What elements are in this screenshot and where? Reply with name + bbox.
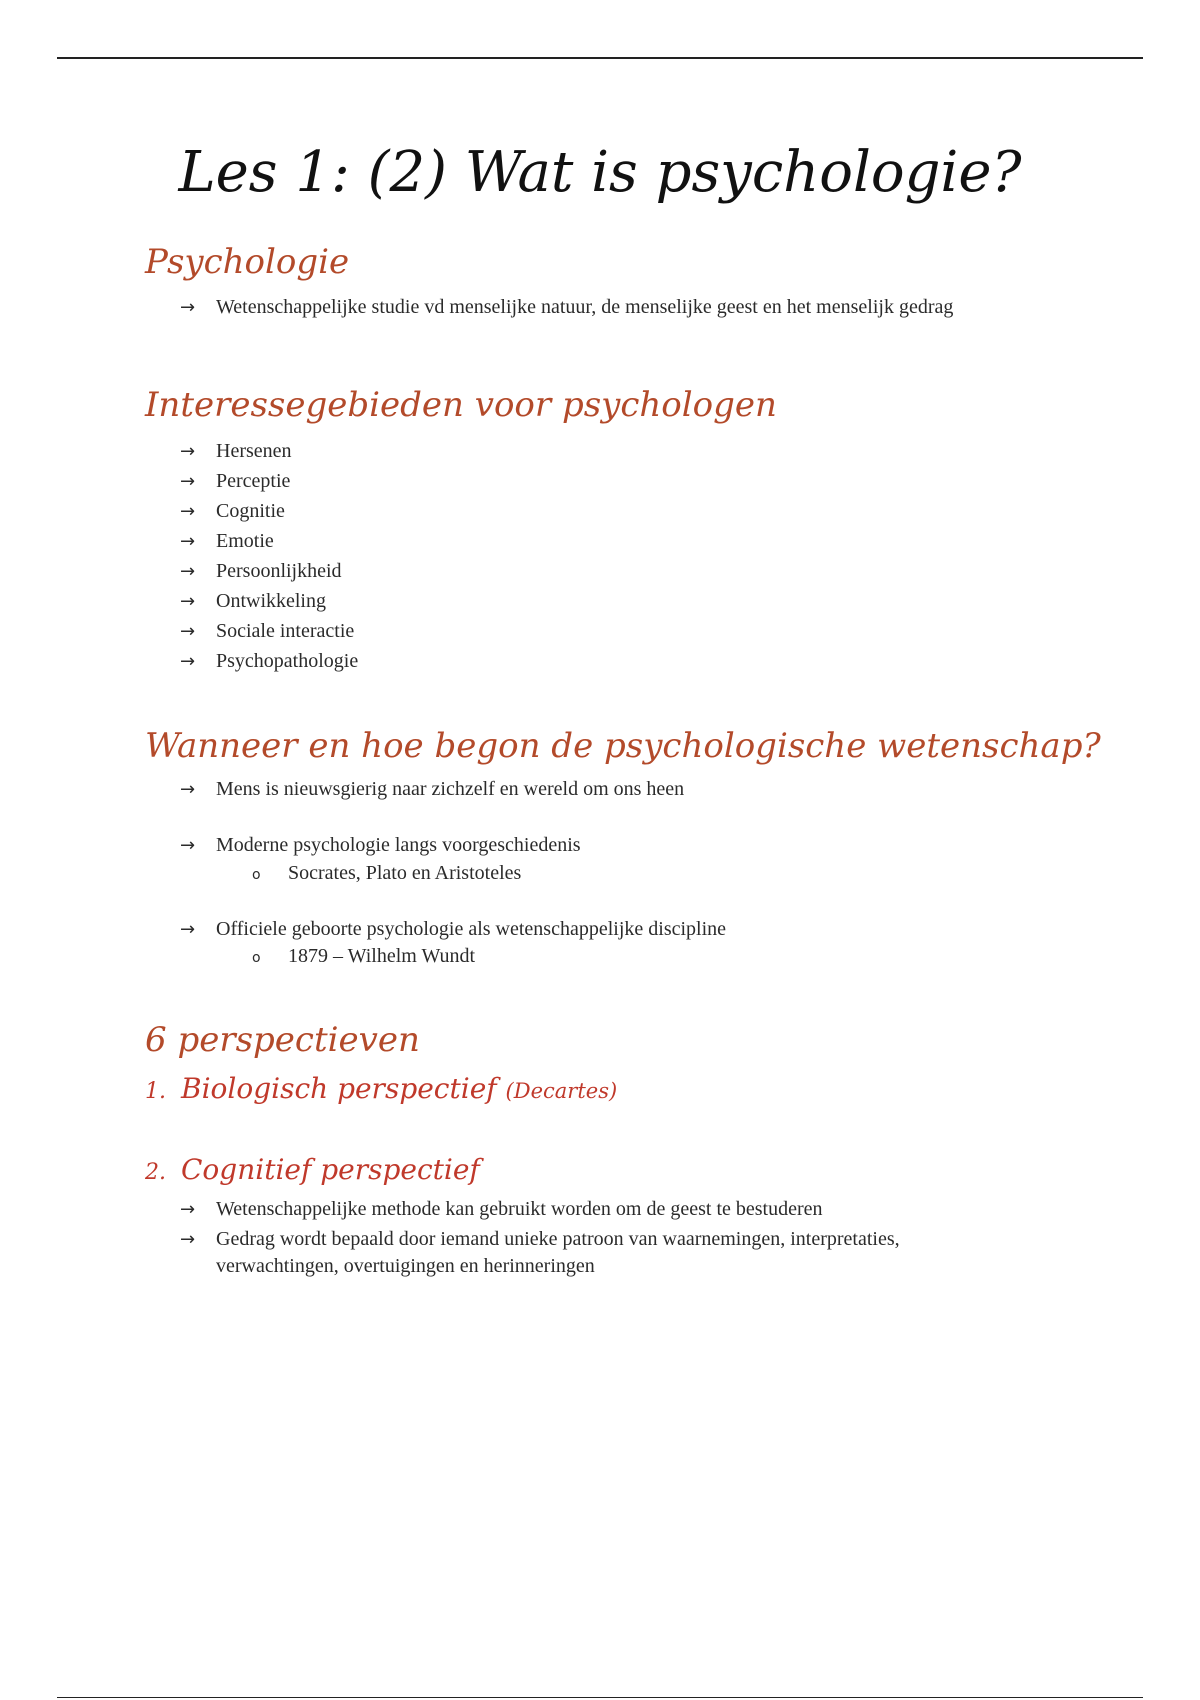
arrow-icon: → (180, 779, 196, 800)
page-title: Les 1: (2) Wat is psychologie? (178, 140, 1022, 205)
heading-psychologie: Psychologie (145, 242, 350, 282)
list-item: → Officiele geboorte psychologie als wetenschappelijke discipline (180, 916, 726, 943)
list-item: → Wetenschappelijke methode kan gebruikt worden om de geest te bestuderen (180, 1196, 823, 1223)
heading-interessegebieden: Interessegebieden voor psychologen (145, 385, 777, 425)
arrow-icon: → (180, 591, 196, 612)
circle-bullet-icon: o (252, 867, 261, 883)
arrow-icon: → (180, 651, 196, 672)
list-item: → Mens is nieuwsgierig naar zichzelf en wereld om ons heen (180, 776, 684, 803)
sub-list-item: o Socrates, Plato en Aristoteles (252, 860, 521, 889)
list-item: → Emotie (180, 528, 274, 555)
list-item: → Wetenschappelijke studie vd menselijke natuur, de menselijke geest en het menselijk gedrag (180, 294, 953, 321)
sub-list-item: o 1879 – Wilhelm Wundt (252, 943, 475, 972)
heading-wanneer: Wanneer en hoe begon de psychologische wetenschap? (145, 726, 1101, 766)
arrow-icon: → (180, 441, 196, 462)
subheading-biologisch: 1. Biologisch perspectief (Decartes) (145, 1072, 618, 1105)
bottom-rule (57, 1697, 1143, 1698)
arrow-icon: → (180, 835, 196, 856)
arrow-icon: → (180, 1229, 196, 1250)
arrow-icon: → (180, 297, 196, 318)
heading-perspectieven: 6 perspectieven (145, 1020, 420, 1060)
list-item: → Moderne psychologie langs voorgeschiedenis (180, 832, 581, 859)
list-item: → Ontwikkeling (180, 588, 326, 615)
arrow-icon: → (180, 561, 196, 582)
list-item: → Persoonlijkheid (180, 558, 342, 585)
list-item: → Sociale interactie (180, 618, 354, 645)
arrow-icon: → (180, 1199, 196, 1220)
list-item: → Cognitie (180, 498, 285, 525)
circle-bullet-icon: o (252, 950, 261, 966)
list-item: → Perceptie (180, 468, 290, 495)
arrow-icon: → (180, 919, 196, 940)
list-item: → Psychopathologie (180, 648, 358, 675)
list-item: → Hersenen (180, 438, 292, 465)
top-rule (57, 57, 1143, 59)
list-item: → Gedrag wordt bepaald door iemand unieke patroon van waarnemingen, interpretaties, verwachtingen, overtuigingen en herinneringen (180, 1228, 900, 1277)
arrow-icon: → (180, 621, 196, 642)
arrow-icon: → (180, 531, 196, 552)
arrow-icon: → (180, 471, 196, 492)
subheading-cognitief: 2. Cognitief perspectief (145, 1153, 480, 1186)
arrow-icon: → (180, 501, 196, 522)
